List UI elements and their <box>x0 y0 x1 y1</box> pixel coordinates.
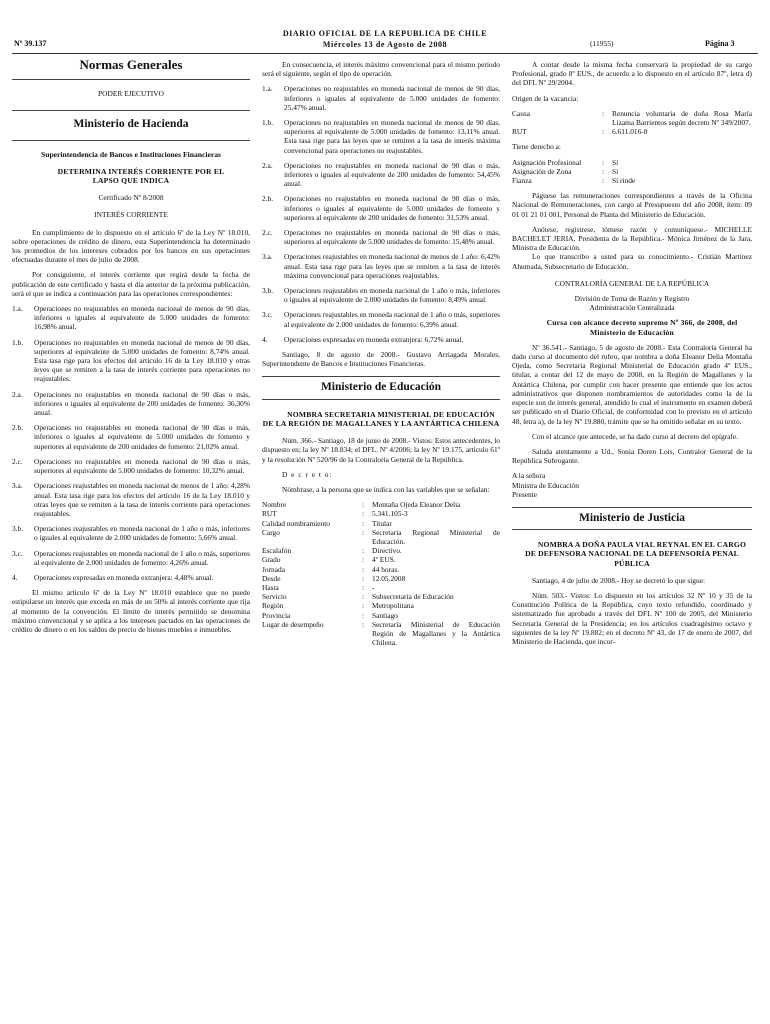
list-key: 2.a. <box>262 160 273 170</box>
decreto-label: D e c r e t o: <box>282 469 333 479</box>
detail-row: Cargo : Secretaria Regional Ministerial de Educación. <box>262 527 500 546</box>
list-text: Operaciones no reajustables en moneda nacional de 90 días o más, inferiores o iguales al equivalente de 200 unidades de fomento: 54,45% anual. <box>284 160 500 189</box>
recipient-block <box>512 471 752 499</box>
list-text: Operaciones no reajustables en moneda nacional de 90 días o más, inferiores o iguales al equivalente de 200 unidades de fomento: 36,30% anual. <box>34 389 250 418</box>
detail-row: Provincia : Santiago <box>262 611 500 620</box>
nombra-defensora-heading: NOMBRA A DOÑA PAULA VIAL REYNAL EN EL CARGO DE DEFENSORA NACIONAL DE LA DEFENSORÍA PENAL PÚBLICA <box>525 540 747 568</box>
list-item <box>12 304 250 332</box>
list-key: 4. <box>262 334 268 344</box>
list-item <box>262 335 500 344</box>
detail-value: Secretaria Regional Ministerial de Educación. <box>372 527 500 546</box>
list-key: 2.c. <box>12 456 23 466</box>
detail-row: Servicio : Subsecretaría de Educación <box>262 592 500 601</box>
detail-key: Hasta <box>262 582 279 592</box>
paragraph: A contar desde la misma fecha conservará la propiedad de su cargo Profesional, grado 8º EUS., de acuerdo a lo dispuesto en el artículo 87º, letra d) del DFL Nº 29/2004. <box>512 60 752 88</box>
detail-value: Montaña Ojeda Eleanor Delia <box>372 500 461 510</box>
detail-key: Servicio <box>262 592 287 602</box>
poder-heading: PODER EJECUTIVO <box>98 89 164 99</box>
recipient-line: A la señora <box>512 471 546 481</box>
division-heading: División de Toma de Razón y Registro Administración Centralizada <box>574 294 690 313</box>
detail-value: Secretaría Ministerial de Educación Región de Magallanes y la Antártica Chilena. <box>372 619 500 648</box>
detail-key: Causa <box>512 108 531 118</box>
paragraph: Anótese, regístrese, tómese razón y comuníquese.- MICHELLE BACHELET JERIA, Presidenta de la República.- Mónica Jiménez de la Jara, Ministra de Educación. <box>512 224 752 253</box>
detail-value: Directivo. <box>372 546 402 556</box>
detail-value: Sí <box>612 166 619 176</box>
superintendencia-heading: Superintendencia de Bancos e Instituciones Financieras <box>41 149 221 159</box>
list-key: 2.a. <box>12 389 23 399</box>
detail-value: Subsecretaría de Educación <box>372 592 454 602</box>
rut-row: RUT : 6.611.016-8 <box>512 127 752 136</box>
ministerio-section <box>12 120 250 140</box>
paragraph: Lo que transcribo a usted para su conocimiento.- Cristián Martínez Ahumada, Subsecretario de Educación. <box>512 252 752 271</box>
list-item <box>12 457 250 475</box>
detail-value: Santiago <box>372 610 398 620</box>
list-text: Operaciones expresadas en moneda extranjera: 6,72% anual. <box>284 334 464 344</box>
column-1 <box>12 57 250 640</box>
paragraph: El mismo artículo 6º de la Ley Nº 18.010 establece que no puede estipularse un interés que exceda en más de un 50% al interés corriente que rija al momento de la convención. El límite de interés permitido se denomina máximo convencional y se aplica a los intereses pactados en las operaciones de crédito de dinero o en los saldos de precio de bienes muebles e inmuebles. <box>12 588 250 634</box>
max-interest-list <box>262 84 500 344</box>
paragraph: Núm. 503.- Vistos: Lo dispuesto en los artículos 32 Nº 10 y 35 de la Constitución Política de la República, cuyo texto refundido, coordinado y sistematizado fue aprobado a través del DFL Nº 100 de 2005, del Ministerio Secretaría General de la Presidencia; en los artículos cuadragésimo octavo y siguientes de la ley Nº 19.882; en el decreto Nº 43, de 17 de enero de 2007, del Ministerio de Hacienda, que incor- <box>512 590 752 646</box>
list-key: 1.a. <box>262 84 273 94</box>
detail-key: RUT <box>512 127 527 137</box>
list-key: 3.b. <box>262 286 274 296</box>
list-text: Operaciones no reajustables en moneda nacional de 90 días o más, inferiores o iguales al equivalente de 5.000 unidades de fomento y superiores al equivalente de 200 unidades de fomento: 21,02% anual. <box>34 423 250 451</box>
page-header <box>0 28 770 52</box>
signature-paragraph: Santiago, 8 de agosto de 2008.- Gustavo Arriagada Morales, Superintendente de Bancos e Instituciones Financieras. <box>262 350 500 369</box>
paragraph: En consecuencia, el interés máximo convencional para el mismo período será el siguiente, según el tipo de operación. <box>262 60 500 79</box>
list-text: Operaciones reajustables en moneda nacional de menos de 1 año: 4,28% anual. Esta tasa rige para los efectos del artículo 16 de la Ley 18.010 y otras leyes que se remiten a la tasa de interés corriente para operaciones reajustables. <box>34 481 250 518</box>
list-key: 3.a. <box>262 252 273 262</box>
tiene-label: Tiene derecho a: <box>512 142 561 152</box>
justicia-heading-box <box>512 507 752 530</box>
list-key: 1.a. <box>12 304 23 314</box>
paragraph: Por consiguiente, el interés corriente que regirá desde la fecha de publicación de este certificado y hasta el día anterior de la próxima publicación, será el que se indica a continuación para las operaciones correspondientes: <box>12 270 250 298</box>
causa-row: Causa : Renuncia voluntaria de doña Rosa María Lizama Barrientos según decreto Nº 349/2007. <box>512 108 752 128</box>
list-item <box>12 423 250 451</box>
list-key: 3.b. <box>12 524 24 534</box>
detail-key: Calidad nombramiento <box>262 518 330 528</box>
detail-value: 6.611.016-8 <box>612 127 648 137</box>
list-key: 2.c. <box>262 228 273 238</box>
ministerio-hacienda-heading: Ministerio de Hacienda <box>73 118 189 131</box>
detail-key: Fianza <box>512 176 532 186</box>
normas-heading: Normas Generales <box>79 57 183 72</box>
list-item <box>262 161 500 189</box>
detail-row: Lugar de desempeño : Secretaría Ministerial de Educación Región de Magallanes y la Antártica Chilena. <box>262 619 500 648</box>
ministerio-educacion-heading: Ministerio de Educación <box>320 381 442 394</box>
list-item <box>12 390 250 418</box>
detail-key: Región <box>262 601 284 611</box>
list-item <box>12 481 250 518</box>
detail-row: Jornada : 44 horas. <box>262 565 500 574</box>
list-item <box>262 286 500 304</box>
detail-key: Nombre <box>262 500 287 510</box>
journal-date: Miércoles 13 de Agosto de 2008 <box>322 40 448 49</box>
list-item <box>12 573 250 582</box>
list-text: Operaciones reajustables en moneda nacional de 1 año o más, inferiores o iguales al equivalente de 2.000 unidades de fomento: 5,66% anual. <box>34 524 250 543</box>
list-item <box>262 252 500 280</box>
cursa-heading: Cursa con alcance decreto supremo Nº 366, de 2008, del Ministerio de Educación <box>546 318 738 337</box>
recipient-line: Presente <box>512 489 538 499</box>
detail-row: Región : Metropolitana <box>262 601 500 610</box>
detail-value: - <box>372 582 375 592</box>
detail-row: Fianza : Sí rinde <box>512 176 752 185</box>
detail-row: Hasta : - <box>262 583 500 592</box>
detail-key: Asignación Profesional <box>512 157 582 167</box>
journal-title-line1: DIARIO OFICIAL DE LA REPUBLICA DE CHILE <box>282 29 488 38</box>
paragraph: En cumplimiento de lo dispuesto en el artículo 6º de la Ley Nº 18.010, sobre operaciones de crédito de dinero, esta Superintendencia ha determinado los promedios de los intereses cobrados por los bancos en sus operaciones efectuadas durante el mes de julio de 2008. <box>12 227 250 265</box>
detail-row: Asignación de Zona : Sí <box>512 167 752 176</box>
detail-key: Asignación de Zona <box>512 166 572 176</box>
list-text: Operaciones no reajustables en moneda nacional de 90 días o más, inferiores o iguales al equivalente de 5.000 unidades de fomento y superiores al equivalente de 200 unidades de fomento: 31,53% anual. <box>284 194 500 222</box>
list-text: Operaciones no reajustables en moneda nacional de menos de 90 días, inferiores o iguales al equivalente de 5.000 unidades de fomento: 16,98% anual. <box>34 304 250 332</box>
list-item <box>262 194 500 222</box>
detail-row: Calidad nombramiento : Titular <box>262 519 500 528</box>
list-item <box>12 524 250 542</box>
list-key: 3.c. <box>12 548 23 558</box>
detail-key: Desde <box>262 573 281 583</box>
asignaciones <box>512 158 752 186</box>
recipient-line: Ministra de Educación <box>512 480 579 490</box>
nombra-heading: NOMBRA SECRETARIA MINISTERIAL DE EDUCACIÓN DE LA REGIÓN DE MAGALLANES Y LA ANTÁRTICA CHILENA <box>262 409 500 428</box>
detail-value: Titular <box>372 518 392 528</box>
journal-title <box>0 28 770 50</box>
list-text: Operaciones no reajustables en moneda nacional de menos de 90 días, inferiores o iguales al equivalente de 5.000 unidades de fomento: 25,47% anual. <box>284 84 500 112</box>
detail-value: 44 horas. <box>372 564 400 574</box>
column-3 <box>512 60 752 652</box>
detail-row: Asignación Profesional : Sí <box>512 158 752 167</box>
list-text: Operaciones no reajustables en moneda nacional de 90 días o más, superiores al equivalente de 5.000 unidades de fomento: 10,32% anual. <box>34 456 250 476</box>
paragraph: Páguese las remuneraciones correspondientes a través de la Oficina Nacional de Remuneraciones, con cargo al Presupuesto del año 2008, ítem: 09 01 01 21 01 001, Personal de Planta del Ministerio de Educación. <box>512 191 752 219</box>
list-text: Operaciones expresadas en moneda extranjera: 4,48% anual. <box>34 572 214 582</box>
ministerio-justicia-heading: Ministerio de Justicia <box>578 511 686 524</box>
detail-row: Desde : 12.05.2008 <box>262 574 500 583</box>
poder-section <box>12 89 250 111</box>
detail-value: 12.05.2008 <box>372 573 406 583</box>
detail-value: Renuncia voluntaria de doña Rosa María Lizama Barrientos según decreto Nº 349/2007. <box>612 108 752 128</box>
list-item <box>262 118 500 155</box>
paragraph: Núm. 366.- Santiago, 18 de junio de 2008.- Vistos: Estos antecedentes, lo dispuesto en; la ley Nº 18.834; el DFL. Nº 4/2006; la ley Nº 19.175, artículo 61º y la resolución Nº 520/96 de la Contraloría General de la República. <box>262 436 500 464</box>
detail-value: Sí <box>612 157 619 167</box>
list-item <box>262 84 500 112</box>
paragraph: Con el alcance que antecede, se ha dado curso al decreto del epígrafe. <box>532 431 739 441</box>
detail-key: Provincia <box>262 610 291 620</box>
publication-code: (11955) <box>590 39 614 48</box>
page-number: Página 3 <box>705 39 735 48</box>
detail-row: Escalafón : Directivo. <box>262 546 500 555</box>
detail-key: Jornada <box>262 564 285 574</box>
list-key: 2.b. <box>12 423 24 433</box>
origen-label: Origen de la vacancia: <box>512 93 579 103</box>
detail-value: 5.341.105-3 <box>372 509 408 519</box>
list-text: Operaciones no reajustables en moneda nacional de menos de 90 días, superiores al equivalente de 5.000 unidades de fomento: 13,11% anual. Esta tasa rige para las leyes que se remiten a la tasa de interés máxima convencional para operaciones no reajustables. <box>284 118 500 155</box>
list-text: Operaciones no reajustables en moneda nacional de menos de 90 días, superiores al equivalente de 5.000 unidades de fomento: 8,74% anual. Esta tasa rige para los efectos del artículo 16 de la Ley 18.010 y otras leyes que se remiten a la tasa de interés corriente para operaciones no reajustables. <box>34 337 250 384</box>
appointment-details <box>262 500 500 647</box>
detail-value: 4º EUS. <box>372 555 396 565</box>
detail-row: Nombre : Montaña Ojeda Eleanor Delia <box>262 500 500 509</box>
list-item <box>12 549 250 567</box>
detail-key: Escalafón <box>262 546 292 556</box>
list-item <box>262 228 500 246</box>
interes-heading: INTERÉS CORRIENTE <box>94 210 168 220</box>
paragraph: Nº 36.541.- Santiago, 5 de agosto de 2008.- Esta Contraloría General ha dado curso al documento del rubro, que nombra a doña Eleanor Delia Montaña Ojeda, como Secretaria Regional Ministerial de Educación grado 4º EUS., titular, a contar del 12 de mayo de 2008, en la Región de Magallanes y la Antártica Chilena, por cumplir con hacer presente que entiende que los actos administrativos que disponen nombramientos de autoridades como la de la especie son de interés general, atendido lo cual el instrumento en examen deberá ser publicado en el Diario Oficial, de conformidad con lo previsto en el artículo 48, letra a), de la ley Nº 19.880, trámite que se ha omitido señalar en su texto. <box>512 342 752 426</box>
column-2 <box>262 60 500 647</box>
header-rule <box>12 53 758 54</box>
list-key: 3.c. <box>262 310 273 320</box>
detail-row: RUT : 5.341.105-3 <box>262 509 500 518</box>
list-text: Operaciones reajustables en moneda nacional de 1 año o más, superiores al equivalente de 2.000 unidades de fomento: 4,26% anual. <box>34 548 250 567</box>
list-key: 1.b. <box>12 337 24 347</box>
contraloria-heading: CONTRALORÍA GENERAL DE LA REPÚBLICA <box>554 278 710 288</box>
interest-list <box>12 304 250 582</box>
detail-value: Sí rinde <box>612 176 636 186</box>
list-key: 1.b. <box>262 118 274 128</box>
list-key: 4. <box>12 572 18 582</box>
list-text: Operaciones reajustables en moneda nacional de 1 año o más, inferiores o iguales al equivalente de 2.000 unidades de fomento: 8,49% anual. <box>284 286 500 305</box>
certificado-number: Certificado Nº 8/2008 <box>98 193 164 203</box>
list-item <box>262 310 500 328</box>
detail-key: Cargo <box>262 527 280 537</box>
detail-key: Lugar de desempeño <box>262 619 324 629</box>
normas-section <box>12 57 250 80</box>
list-text: Operaciones reajustables en moneda nacional de menos de 1 año: 6,42% anual. Esta tasa rige para las leyes que se remiten a la tasa de interés máxima convencional para operaciones reajustables. <box>284 252 500 280</box>
paragraph: Santiago, 4 de julio de 2008.- Hoy se decretó lo que sigue: <box>532 575 706 585</box>
list-key: 3.a. <box>12 481 23 491</box>
list-item <box>12 338 250 384</box>
list-text: Operaciones reajustables en moneda nacional de 1 año o más, superiores al equivalente de 2.000 unidades de fomento: 6,39% anual. <box>284 310 500 329</box>
determina-heading: DETERMINA INTERÉS CORRIENTE POR EL LAPSO QUE INDICA <box>57 166 225 186</box>
detail-value: Metropolitana <box>372 601 414 611</box>
list-key: 2.b. <box>262 194 274 204</box>
paragraph: Saluda atentamente a Ud., Sonia Doren Lois, Contralor General de la República Subrogante. <box>512 446 752 466</box>
paragraph: Nómbrase, a la persona que se indica con las variables que se señalan: <box>282 484 490 494</box>
educacion-heading-box <box>262 376 500 399</box>
detail-row: Grado : 4º EUS. <box>262 555 500 564</box>
list-text: Operaciones no reajustables en moneda nacional de 90 días o más, superiores al equivalente de 5.000 unidades de fomento: 15,48% anual. <box>284 228 500 247</box>
detail-key: Grado <box>262 555 281 565</box>
issue-number: Nº 39.137 <box>14 39 47 48</box>
detail-key: RUT <box>262 509 277 519</box>
